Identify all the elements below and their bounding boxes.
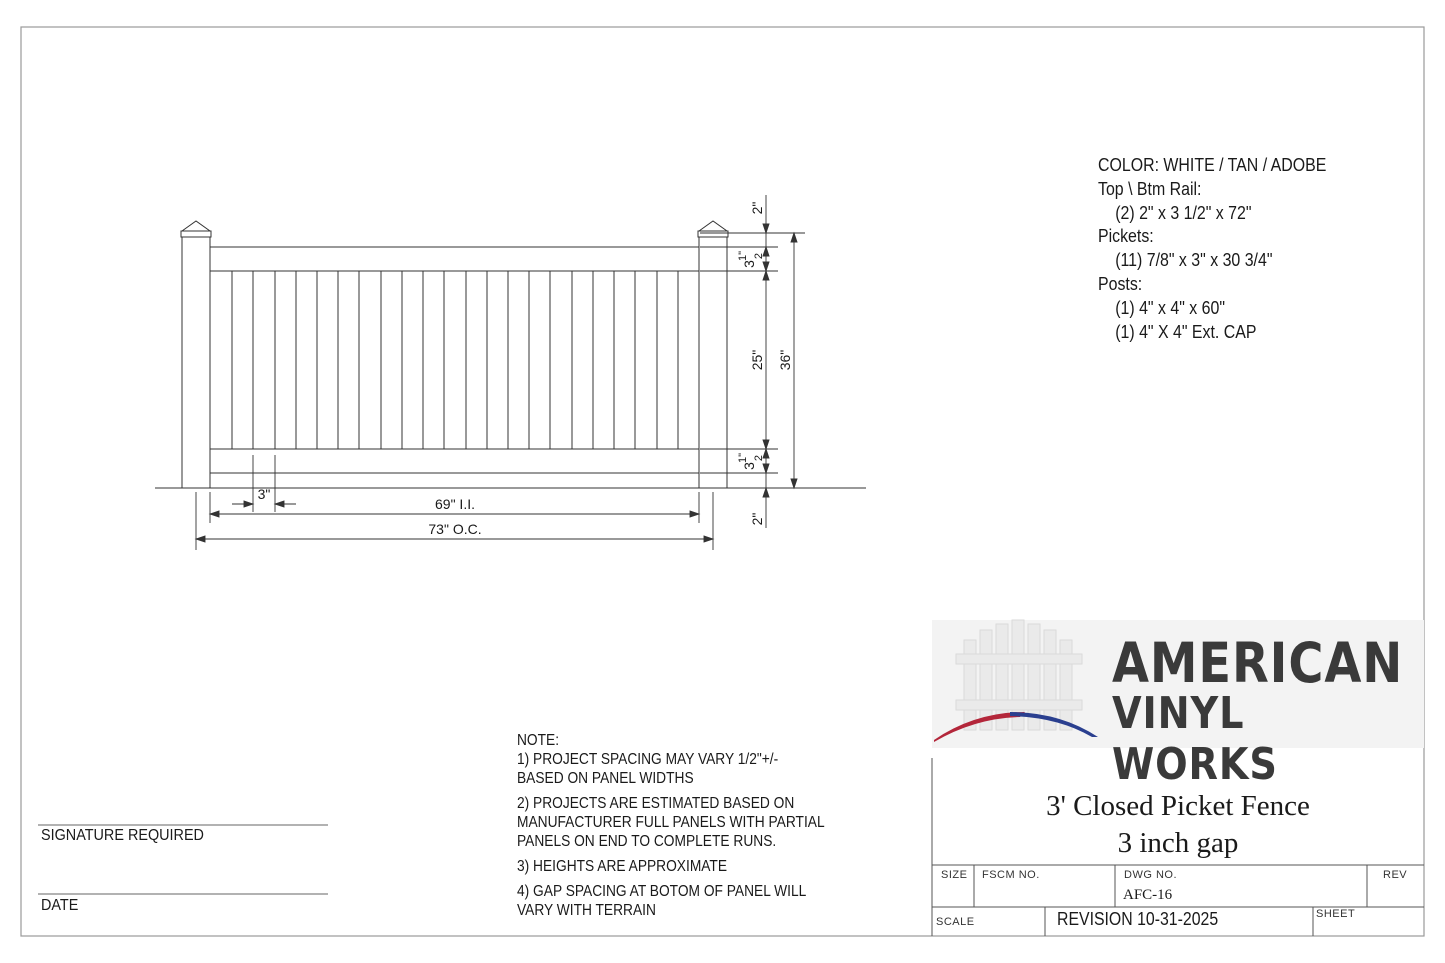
date-label: DATE xyxy=(41,897,79,914)
brand-name-line1: AMERICAN xyxy=(1112,631,1404,695)
dwg-number: AFC-16 xyxy=(1123,887,1173,903)
dim-top-rail-num: 1" xyxy=(737,250,749,262)
right-post-cap-base xyxy=(698,231,728,237)
note-3: 3) HEIGHTS ARE APPROXIMATE xyxy=(517,858,728,875)
drawing-title-line2: 3 inch gap xyxy=(1117,827,1239,859)
dim-overall-height: 36" xyxy=(777,349,793,371)
dim-bottom-gap: 2" xyxy=(749,512,765,526)
drawing-title-line1: 3' Closed Picket Fence xyxy=(1046,790,1310,822)
right-post-cap xyxy=(699,221,727,231)
spec-pickets-heading: Pickets: xyxy=(1098,225,1154,247)
spec-posts-item-1: (1) 4" x 4" x 60" xyxy=(1115,296,1225,318)
spec-posts-item-2: (1) 4" X 4" Ext. CAP xyxy=(1115,320,1257,342)
dim-picket-height: 25" xyxy=(749,349,765,371)
dim-center-width: 73" O.C. xyxy=(428,521,482,537)
note-1: 1) PROJECT SPACING MAY VARY 1/2"+/- BASED ON PANEL WIDTHS xyxy=(517,751,779,787)
spec-pickets-item: (11) 7/8" x 3" x 30 3/4" xyxy=(1115,249,1273,271)
spec-rail-heading: Top \ Btm Rail: xyxy=(1098,177,1202,199)
dim-top-rail-den: 2 xyxy=(753,252,765,260)
notes-block xyxy=(517,731,827,926)
dim-bottom-rail-num: 1" xyxy=(737,452,749,464)
left-post-cap xyxy=(182,221,210,231)
size-label: SIZE xyxy=(941,869,968,881)
note-4: 4) GAP SPACING AT BOTOM OF PANEL WILL VARY WITH TERRAIN xyxy=(517,883,807,919)
dim-bottom-rail-whole: 3 xyxy=(741,462,757,470)
dim-picket-gap: 3" xyxy=(257,486,271,502)
signature-label: SIGNATURE REQUIRED xyxy=(41,827,204,844)
left-post-cap-base xyxy=(181,231,211,237)
sheet-label: SHEET xyxy=(1316,908,1356,920)
material-specs xyxy=(1098,153,1326,343)
notes-heading: NOTE: xyxy=(517,732,560,749)
left-post xyxy=(182,236,210,488)
dim-top-rail-whole: 3 xyxy=(741,260,757,268)
scale-label: SCALE xyxy=(936,916,975,928)
dwg-label: DWG NO. xyxy=(1124,869,1177,881)
right-post xyxy=(699,236,727,488)
fscm-label: FSCM NO. xyxy=(982,869,1040,881)
spec-posts-heading: Posts: xyxy=(1098,272,1143,294)
dim-inside-width: 69" I.I. xyxy=(435,496,475,512)
rev-label: REV xyxy=(1383,869,1408,881)
brand-name-line2: VINYL WORKS xyxy=(1112,688,1278,790)
pickets xyxy=(232,271,678,449)
dim-top-gap: 2" xyxy=(749,201,765,215)
dim-bottom-rail-den: 2 xyxy=(753,454,765,462)
spec-color: COLOR: WHITE / TAN / ADOBE xyxy=(1098,154,1327,175)
note-2: 2) PROJECTS ARE ESTIMATED BASED ON MANUFACTURER FULL PANELS WITH PARTIAL PANELS ON END TO COMPLETE RUNS. xyxy=(517,795,825,850)
revision-date: REVISION 10-31-2025 xyxy=(1057,909,1219,929)
spec-rail-item: (2) 2" x 3 1/2" x 72" xyxy=(1115,201,1252,223)
